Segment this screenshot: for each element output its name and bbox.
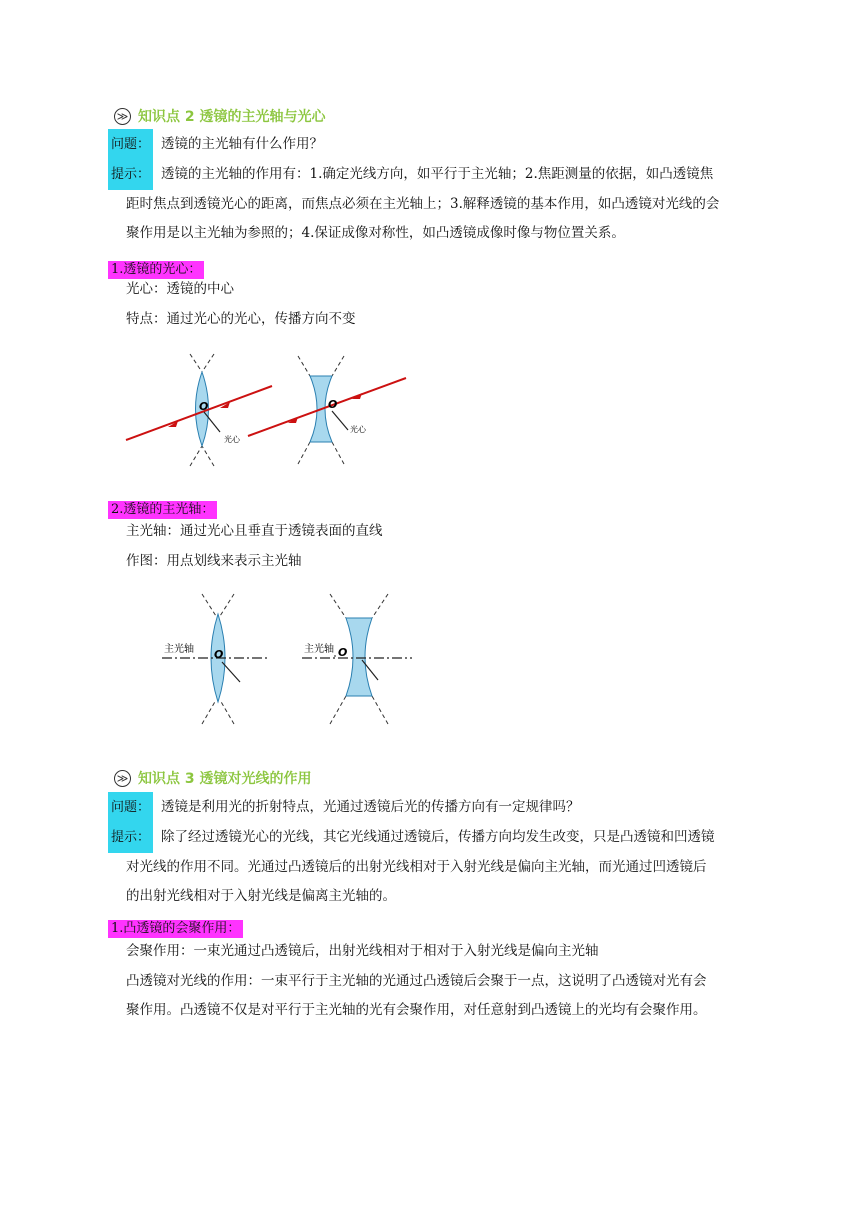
converging-effect-line-1: 凸透镜对光线的作用：一束平行于主光轴的光通过凸透镜后会聚于一点，这说明了凸透镜对光有会 bbox=[126, 973, 707, 989]
o-label-1: O bbox=[199, 400, 209, 413]
double-chevron-icon: ≫ bbox=[114, 108, 131, 125]
hint-line-1: 除了经过透镜光心的光线，其它光线通过透镜后，传播方向均发生改变，只是凸透镜和凹透镜 bbox=[161, 829, 715, 845]
optical-center-feature: 特点：通过光心的光心，传播方向不变 bbox=[126, 311, 356, 327]
converging-def: 会聚作用：一束光通过凸透镜后，出射光线相对于相对于入射光线是偏向主光轴 bbox=[126, 943, 599, 959]
hint-tag: 提示： bbox=[108, 159, 153, 190]
question-text: 透镜的主光轴有什么作用？ bbox=[161, 136, 324, 152]
principal-axis-def: 主光轴：通过光心且垂直于透镜表面的直线 bbox=[126, 523, 383, 539]
hint-tag: 提示： bbox=[108, 822, 153, 853]
optical-center-figure bbox=[120, 350, 420, 470]
hint-block bbox=[108, 159, 798, 248]
optical-center-label-1: 光心 bbox=[224, 435, 240, 444]
hint-line-1: 透镜的主光轴的作用有：1.确定光线方向，如平行于主光轴；2.焦距测量的依据，如凸透镜焦 bbox=[161, 166, 714, 182]
section-title-3 bbox=[114, 768, 312, 788]
principal-axis-drawing: 作图：用点划线来表示主光轴 bbox=[126, 553, 302, 569]
hint-line-3: 的出射光线相对于入射光线是偏离主光轴的。 bbox=[126, 888, 396, 904]
question-tag: 问题： bbox=[108, 129, 153, 160]
section-title-2 bbox=[114, 106, 326, 126]
question-row bbox=[108, 129, 323, 160]
principal-axis-figure bbox=[150, 590, 430, 730]
question-tag: 问题： bbox=[108, 792, 153, 823]
hint-line-3: 聚作用是以主光轴为参照的；4.保证成像对称性，如凸透镜成像时像与物位置关系。 bbox=[126, 225, 625, 241]
o-label-2: O bbox=[328, 398, 338, 411]
concave-lens-axis bbox=[302, 594, 412, 724]
subheading-optical-center: 1.透镜的光心： bbox=[108, 258, 204, 279]
subheading-principal-axis: 2.透镜的主光轴： bbox=[108, 498, 217, 519]
o-label-3: O bbox=[214, 648, 224, 661]
question-text: 透镜是利用光的折射特点，光通过透镜后光的传播方向有一定规律吗？ bbox=[161, 799, 580, 815]
optical-center-def: 光心：透镜的中心 bbox=[126, 281, 234, 297]
o-label-4: O bbox=[338, 646, 348, 659]
principal-axis-label-1: 主光轴 bbox=[164, 644, 194, 655]
hint-line-2: 对光线的作用不同。光通过凸透镜后的出射光线相对于入射光线是偏向主光轴，而光通过凹透镜后 bbox=[126, 859, 707, 875]
converging-effect-line-2: 聚作用。凸透镜不仅是对平行于主光轴的光有会聚作用，对任意射到凸透镜上的光均有会聚作用。 bbox=[126, 1002, 707, 1018]
principal-axis-label-2: 主光轴 bbox=[304, 644, 334, 655]
subheading-converging: 1.凸透镜的会聚作用： bbox=[108, 917, 243, 938]
hint-block bbox=[108, 822, 798, 911]
question-row bbox=[108, 792, 580, 823]
section-title-text: 知识点 2 透镜的主光轴与光心 bbox=[138, 109, 326, 125]
double-chevron-icon: ≫ bbox=[114, 770, 131, 787]
section-title-text: 知识点 3 透镜对光线的作用 bbox=[138, 771, 312, 787]
optical-center-label-2: 光心 bbox=[350, 425, 366, 434]
hint-line-2: 距时焦点到透镜光心的距离，而焦点必须在主光轴上；3.解释透镜的基本作用，如凸透镜对光线的会 bbox=[126, 196, 720, 212]
